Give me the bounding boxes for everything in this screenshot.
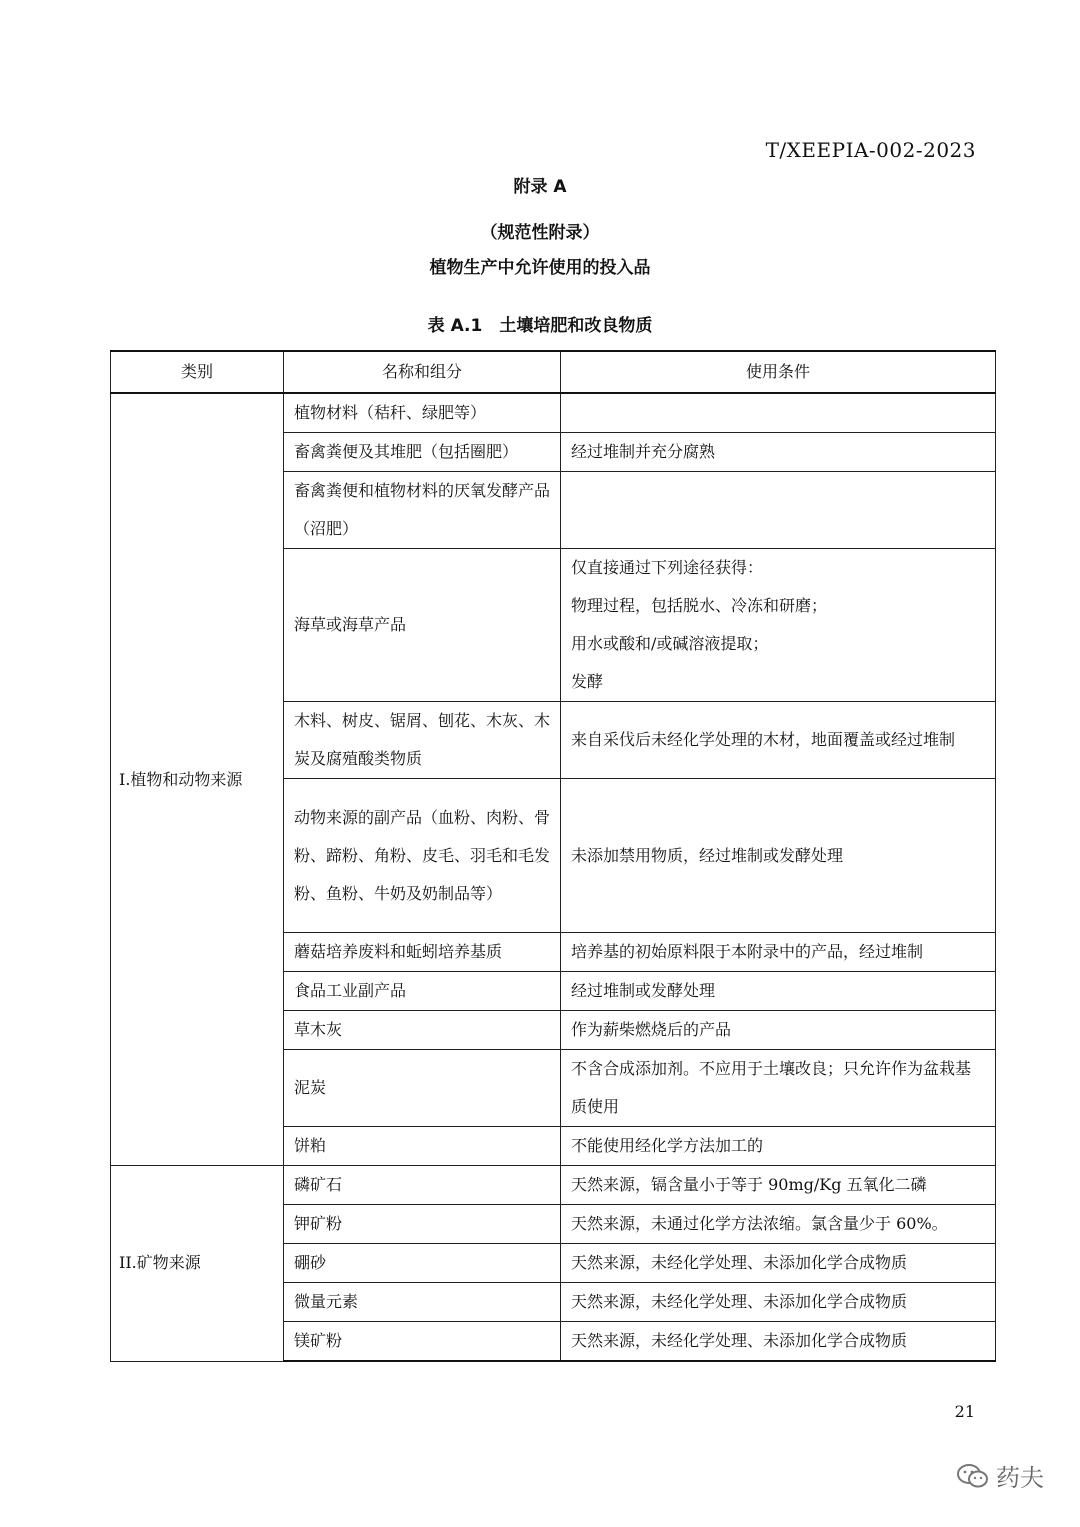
- condition-line: 发酵: [571, 672, 604, 691]
- condition-cell: 天然来源，未经化学处理、未添加化学合成物质: [561, 1244, 996, 1283]
- condition-cell: [561, 549, 996, 702]
- name-cell: 镁矿粉: [284, 1322, 561, 1362]
- condition-line: 物理过程，包括脱水、冷冻和研磨；: [571, 596, 828, 615]
- category-cell: I.植物和动物来源: [111, 393, 284, 1166]
- condition-cell: 作为薪柴燃烧后的产品: [561, 1011, 996, 1050]
- page-number: 21: [954, 1402, 975, 1421]
- name-cell: 饼粕: [284, 1127, 561, 1166]
- name-cell: 草木灰: [284, 1011, 561, 1050]
- condition-cell: 天然来源，镉含量小于等于 90mg/Kg 五氧化二磷: [561, 1166, 996, 1205]
- watermark-text: 药夫: [996, 1464, 1044, 1492]
- table-header-row: [111, 351, 996, 393]
- table-row: [111, 1166, 996, 1205]
- name-cell: 钾矿粉: [284, 1205, 561, 1244]
- condition-cell: 培养基的初始原料限于本附录中的产品，经过堆制: [561, 933, 996, 972]
- table-caption: 表 A.1 土壤培肥和改良物质: [427, 316, 653, 336]
- name-cell: 食品工业副产品: [284, 972, 561, 1011]
- condition-cell: 未添加禁用物质，经过堆制或发酵处理: [561, 779, 996, 933]
- name-cell: 畜禽粪便及其堆肥（包括圈肥）: [284, 433, 561, 472]
- appendix-type: （规范性附录）: [480, 223, 600, 243]
- inputs-table: [110, 350, 996, 1362]
- condition-cell: 经过堆制或发酵处理: [561, 972, 996, 1011]
- inputs-table-container: [110, 350, 995, 1362]
- column-header-name: 名称和组分: [284, 351, 561, 393]
- table-row: [111, 393, 996, 433]
- column-header-condition: 使用条件: [561, 351, 996, 393]
- name-cell: 畜禽粪便和植物材料的厌氧发酵产品（沼肥）: [284, 472, 561, 549]
- appendix-name: 植物生产中允许使用的投入品: [429, 258, 651, 278]
- condition-line: 仅直接通过下列途径获得：: [571, 558, 764, 577]
- name-cell: 微量元素: [284, 1283, 561, 1322]
- name-cell: 木料、树皮、锯屑、刨花、木灰、木炭及腐殖酸类物质: [284, 702, 561, 779]
- name-cell: 动物来源的副产品（血粉、肉粉、骨粉、蹄粉、角粉、皮毛、羽毛和毛发粉、鱼粉、牛奶及奶制品等）: [284, 779, 561, 933]
- condition-cell: [561, 472, 996, 549]
- name-cell: 蘑菇培养废料和蚯蚓培养基质: [284, 933, 561, 972]
- name-cell: 植物材料（秸秆、绿肥等）: [284, 393, 561, 433]
- watermark: [956, 1458, 1044, 1493]
- condition-cell: 来自采伐后未经化学处理的木材，地面覆盖或经过堆制: [561, 702, 996, 779]
- wechat-icon: [956, 1463, 990, 1489]
- category-cell: II.矿物来源: [111, 1166, 284, 1362]
- name-cell: 泥炭: [284, 1050, 561, 1127]
- name-cell: 硼砂: [284, 1244, 561, 1283]
- condition-cell: 不含合成添加剂。不应用于土壤改良；只允许作为盆栽基质使用: [561, 1050, 996, 1127]
- column-header-category: 类别: [111, 351, 284, 393]
- condition-line: 用水或酸和/或碱溶液提取；: [571, 634, 769, 653]
- condition-cell: 天然来源，未经化学处理、未添加化学合成物质: [561, 1322, 996, 1362]
- appendix-title: 附录 A: [513, 177, 567, 197]
- condition-cell: 不能使用经化学方法加工的: [561, 1127, 996, 1166]
- name-cell: 海草或海草产品: [284, 549, 561, 702]
- document-code: T/XEEPIA-002-2023: [765, 138, 976, 162]
- condition-cell: 经过堆制并充分腐熟: [561, 433, 996, 472]
- condition-cell: 天然来源，未通过化学方法浓缩。氯含量少于 60%。: [561, 1205, 996, 1244]
- condition-cell: 天然来源，未经化学处理、未添加化学合成物质: [561, 1283, 996, 1322]
- name-cell: 磷矿石: [284, 1166, 561, 1205]
- condition-cell: [561, 393, 996, 433]
